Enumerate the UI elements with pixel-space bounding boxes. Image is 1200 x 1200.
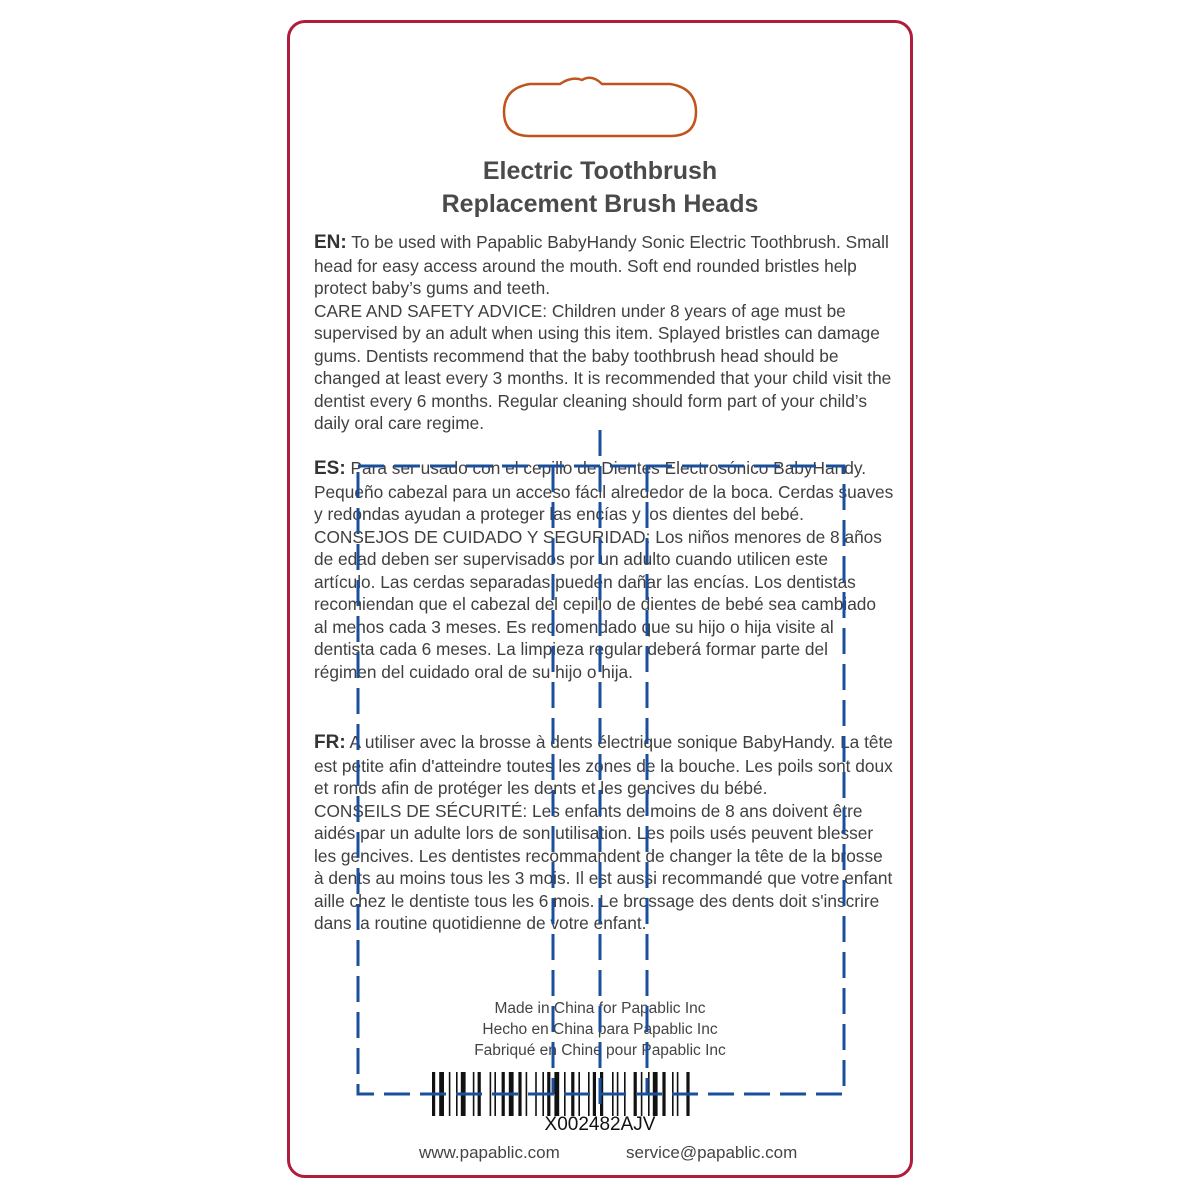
barcode-bar xyxy=(518,1072,521,1116)
barcode-bar xyxy=(494,1072,496,1116)
barcode-bar xyxy=(449,1072,451,1116)
barcode-bar xyxy=(432,1072,435,1116)
barcode-bar xyxy=(461,1072,466,1116)
email-link[interactable]: service@papablic.com xyxy=(626,1143,798,1162)
barcode-bar xyxy=(535,1072,537,1116)
barcode-bar xyxy=(439,1072,444,1116)
barcode-bar xyxy=(547,1072,550,1116)
made-in-en: Made in China for Papablic Inc xyxy=(494,1000,706,1017)
barcode-bar xyxy=(490,1072,492,1116)
title-line-2: Replacement Brush Heads xyxy=(441,190,759,218)
es-care: CONSEJOS DE CUIDADO Y SEGURIDAD: Los niños menores de 8 años de edad deben ser supervisados por un adulto cuando utilicen este artículo. Las cerdas separadas pueden dañar las encías. Los dentistas recomiendan que el cabezal del cepillo de dientes de bebé sea cambiado al menos cada 3 meses. Es recomendado que su hijo o hija visite al dentista cada 6 meses. La limpieza regular deberá formar parte del régimen del cuidado oral de su hijo o hija. xyxy=(314,526,882,682)
barcode-bar xyxy=(554,1072,559,1116)
barcode-bar xyxy=(502,1072,505,1116)
lang-code-en: EN: xyxy=(314,232,347,253)
barcode-bar xyxy=(473,1072,475,1116)
barcode-bar xyxy=(600,1072,603,1116)
lang-code-fr: FR: xyxy=(314,732,346,753)
fr-intro: A utiliser avec la brosse à dents électrique sonique BabyHandy. La tête est petite afin d'atteindre toutes les zones de la bouche. Les poils sont doux et ronds afin de protéger les dents et les gencives du bébé. xyxy=(314,732,893,798)
barcode-bar xyxy=(686,1072,689,1116)
barcode-bar xyxy=(624,1072,626,1116)
barcode-bar xyxy=(617,1072,619,1116)
section-es xyxy=(314,457,894,683)
lang-code-es: ES: xyxy=(314,458,346,479)
barcode-bar xyxy=(641,1072,643,1116)
barcode-bar xyxy=(662,1072,665,1116)
barcode-bar xyxy=(648,1072,650,1116)
barcode-bar xyxy=(653,1072,658,1116)
barcode-bar xyxy=(478,1072,481,1116)
barcode-image xyxy=(430,1072,770,1116)
website-link[interactable]: www.papablic.com xyxy=(419,1143,560,1162)
title-line-1: Electric Toothbrush xyxy=(482,157,718,185)
en-care: CARE AND SAFETY ADVICE: Children under 8 years of age must be supervised by an adult when using this item. Splayed bristles can damage gums. Dentists recommend that the baby toothbrush head should be changed at least every 3 months. It is recommended that your child visit the dentist every 6 months. Regular cleaning should form part of your child’s daily oral care regime. xyxy=(314,300,892,433)
barcode-bar xyxy=(677,1072,679,1116)
fr-care: CONSEILS DE SÉCURITÉ: Les enfants de moins de 8 ans doivent être aidés par un adulte lors de son utilisation. Les poils usés peuvent blesser les gencives. Les dentistes recommandent de changer la tête de la brosse à dents au moins tous les 3 mois. Il est aussi recommandé que votre enfant aille chez le dentiste tous les 6 mois. Le brossage des dents doit s'inscrire dans la routine quotidienne de votre enfant. xyxy=(314,800,893,933)
barcode-bar xyxy=(571,1072,574,1116)
made-in-fr: Fabriqué en Chine pour Papablic Inc xyxy=(474,1042,726,1059)
en-intro: To be used with Papablic BabyHandy Sonic Electric Toothbrush. Small head for easy access around the mouth. Soft end rounded bristles help protect baby’s gums and teeth. xyxy=(314,232,889,298)
hang-hole-icon xyxy=(500,74,700,142)
section-fr xyxy=(314,731,894,935)
barcode-bar xyxy=(456,1072,458,1116)
barcode-bar xyxy=(634,1072,637,1116)
made-in-es: Hecho en China para Papablic Inc xyxy=(482,1021,718,1038)
es-intro: Para ser usado con el cepillo de Dientes Electrosónico BabyHandy. Pequeño cabezal para un acceso fácil alrededor de la boca. Cerdas suaves y redondas ayudan a proteger las encías y los dientes del bebé. xyxy=(314,458,894,524)
barcode-bar xyxy=(542,1072,544,1116)
section-en xyxy=(314,231,894,435)
barcode-bar xyxy=(578,1072,580,1116)
barcode-bar xyxy=(588,1072,590,1116)
barcode-bar xyxy=(526,1072,528,1116)
barcode-bar xyxy=(509,1072,514,1116)
barcode-bar xyxy=(593,1072,596,1116)
barcode-bar xyxy=(612,1072,614,1116)
barcode-number: X002482AJV xyxy=(544,1114,656,1135)
barcode-bar xyxy=(564,1072,566,1116)
barcode-bar xyxy=(672,1072,674,1116)
